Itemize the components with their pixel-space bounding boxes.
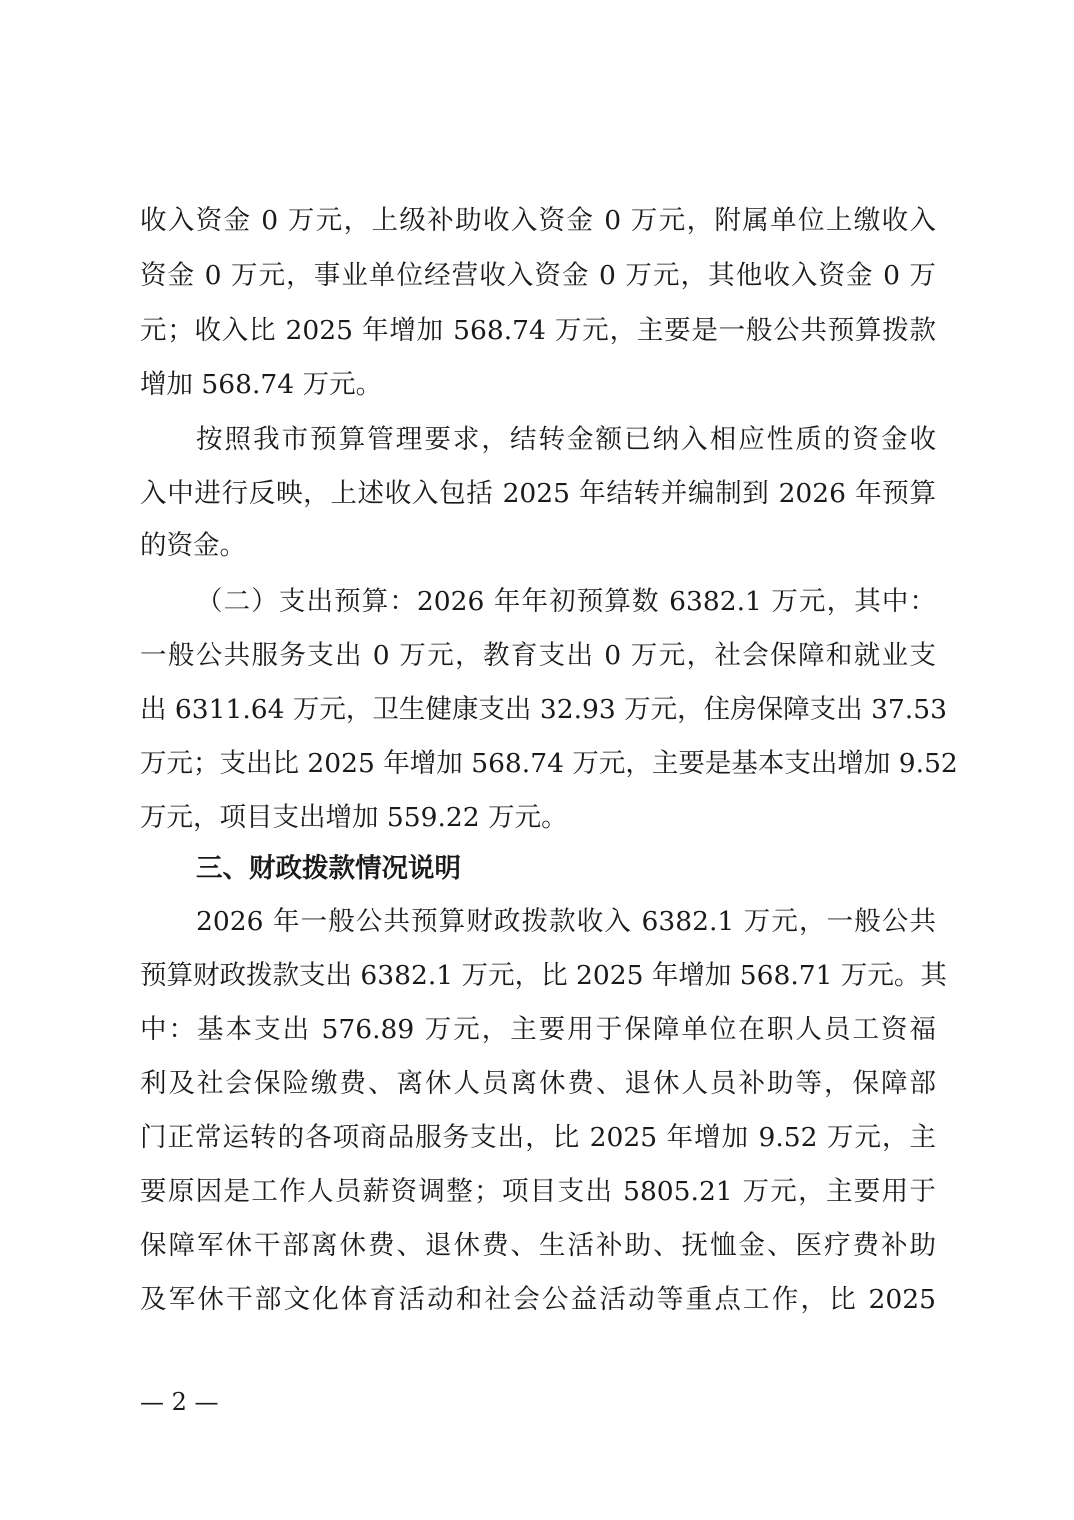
text-line: 门正常运转的各项商品服务支出，比 2025 年增加 9.52 万元，主	[140, 1122, 936, 1153]
text-line: 的资金。	[140, 530, 246, 561]
text-line: 保障军休干部离休费、退休费、生活补助、抚恤金、医疗费补助	[140, 1230, 936, 1261]
text-line: 万元；支出比 2025 年增加 568.74 万元，主要是基本支出增加 9.52	[140, 748, 958, 779]
text-line: 元；收入比 2025 年增加 568.74 万元，主要是一般公共预算拨款	[140, 315, 936, 346]
text-line: 资金 0 万元，事业单位经营收入资金 0 万元，其他收入资金 0 万	[140, 260, 936, 291]
page-number: — 2 —	[140, 1388, 219, 1416]
text-line: 中：基本支出 576.89 万元，主要用于保障单位在职人员工资福	[140, 1014, 936, 1045]
text-line: 利及社会保险缴费、离休人员离休费、退休人员补助等，保障部	[140, 1068, 936, 1099]
text-line: 入中进行反映，上述收入包括 2025 年结转并编制到 2026 年预算	[140, 478, 936, 509]
section-heading: 三、财政拨款情况说明	[196, 853, 461, 884]
text-line: 2026 年一般公共预算财政拨款收入 6382.1 万元，一般公共	[196, 906, 936, 937]
text-line: 及军休干部文化体育活动和社会公益活动等重点工作，比 2025	[140, 1284, 936, 1315]
text-line: 收入资金 0 万元，上级补助收入资金 0 万元，附属单位上缴收入	[140, 205, 936, 236]
text-line: （二）支出预算：2026 年年初预算数 6382.1 万元，其中：	[196, 586, 936, 617]
text-line: 按照我市预算管理要求，结转金额已纳入相应性质的资金收	[196, 424, 936, 455]
text-line: 一般公共服务支出 0 万元，教育支出 0 万元，社会保障和就业支	[140, 640, 936, 671]
text-line: 万元，项目支出增加 559.22 万元。	[140, 802, 568, 833]
text-line: 出 6311.64 万元，卫生健康支出 32.93 万元，住房保障支出 37.53	[140, 694, 947, 725]
text-line: 预算财政拨款支出 6382.1 万元，比 2025 年增加 568.71 万元。其	[140, 960, 947, 991]
text-line: 增加 568.74 万元。	[140, 369, 383, 400]
text-line: 要原因是工作人员薪资调整；项目支出 5805.21 万元，主要用于	[140, 1176, 936, 1207]
